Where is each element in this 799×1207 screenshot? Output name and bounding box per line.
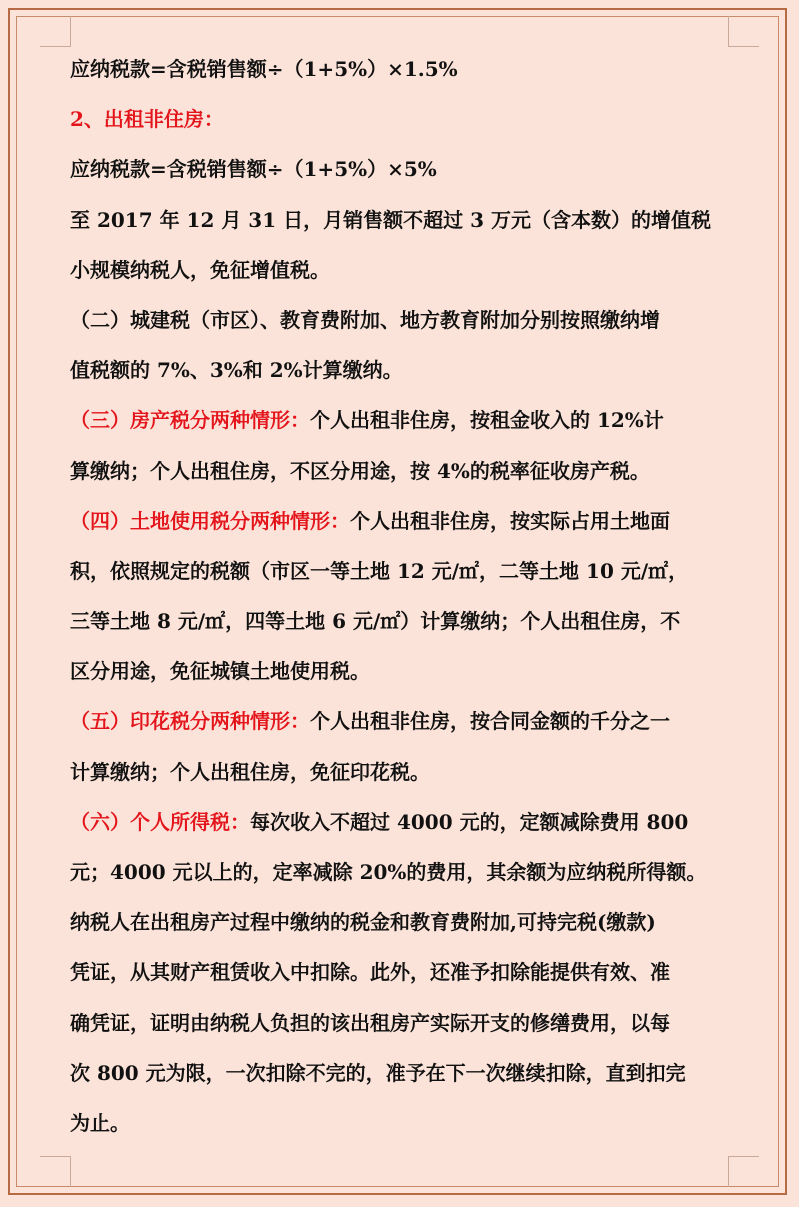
text-run: 个人出租非住房，按合同金额的千分之一 (310, 709, 670, 734)
text-line (70, 596, 738, 646)
document-body (70, 44, 738, 1148)
text-run: 应纳税款=含税销售额÷（1+5%）×5% (70, 157, 437, 182)
text-line (70, 245, 738, 295)
corner-mark-top-right (728, 16, 759, 47)
corner-mark-bottom-right (728, 1156, 759, 1187)
heading-run: （四）土地使用税分两种情形： (70, 508, 350, 533)
text-line (70, 797, 738, 847)
text-line (70, 897, 738, 947)
corner-mark-bottom-left (40, 1156, 71, 1187)
text-line (70, 747, 738, 797)
text-line (70, 395, 738, 445)
text-line (70, 546, 738, 596)
text-run: 积，依照规定的税额（市区一等土地 12 元/㎡，二等土地 10 元/㎡， (70, 558, 689, 583)
text-run: 三等土地 8 元/㎡，四等土地 6 元/㎡）计算缴纳；个人出租住房，不 (70, 609, 681, 634)
text-run: 元；4000 元以上的，定率减除 20%的费用，其余额为应纳税所得额。 (70, 860, 707, 884)
text-line (70, 646, 738, 696)
text-line (70, 345, 738, 395)
text-line (70, 947, 738, 997)
text-line (70, 696, 738, 746)
text-run: 纳税人在出租房产过程中缴纳的税金和教育费附加,可持完税(缴款) (70, 910, 656, 935)
text-run: 值税额的 7%、3%和 2%计算缴纳。 (70, 358, 403, 383)
text-run: 计算缴纳；个人出租住房，免征印花税。 (70, 759, 430, 784)
text-line (70, 195, 738, 245)
heading-run: （六）个人所得税： (70, 809, 250, 834)
text-run: 区分用途，免征城镇土地使用税。 (70, 659, 370, 684)
text-line (70, 496, 738, 546)
text-run: 至 2017 年 12 月 31 日，月销售额不超过 3 万元（含本数）的增值税 (70, 207, 711, 232)
text-run: 为止。 (70, 1110, 130, 1135)
heading-run: （五）印花税分两种情形： (70, 709, 310, 734)
text-line (70, 44, 738, 94)
text-line (70, 446, 738, 496)
text-line (70, 847, 738, 897)
heading-run: （三）房产税分两种情形： (70, 408, 310, 433)
text-line (70, 295, 738, 345)
text-run: 算缴纳；个人出租住房，不区分用途，按 4%的税率征收房产税。 (70, 458, 650, 483)
corner-mark-top-left (40, 16, 71, 47)
text-run: 凭证，从其财产租赁收入中扣除。此外，还准予扣除能提供有效、准 (70, 960, 670, 985)
text-line (70, 144, 738, 194)
text-run: 次 800 元为限，一次扣除不完的，准予在下一次继续扣除，直到扣完 (70, 1060, 686, 1085)
text-run: 应纳税款=含税销售额÷（1+5%）×1.5% (70, 57, 458, 81)
text-run: 小规模纳税人，免征增值税。 (70, 257, 330, 282)
text-run: 每次收入不超过 4000 元的，定额减除费用 800 (250, 809, 689, 834)
text-line (70, 998, 738, 1048)
text-line (70, 1098, 738, 1148)
text-line (70, 1048, 738, 1098)
heading-run: 2、出租非住房： (70, 107, 224, 132)
text-run: 个人出租非住房，按实际占用土地面 (350, 508, 670, 533)
text-run: （二）城建税（市区）、教育费附加、地方教育附加分别按照缴纳增 (70, 307, 660, 332)
text-run: 确凭证，证明由纳税人负担的该出租房产实际开支的修缮费用，以每 (70, 1010, 670, 1035)
section-heading (70, 94, 738, 144)
text-run: 个人出租非住房，按租金收入的 12%计 (310, 408, 664, 433)
